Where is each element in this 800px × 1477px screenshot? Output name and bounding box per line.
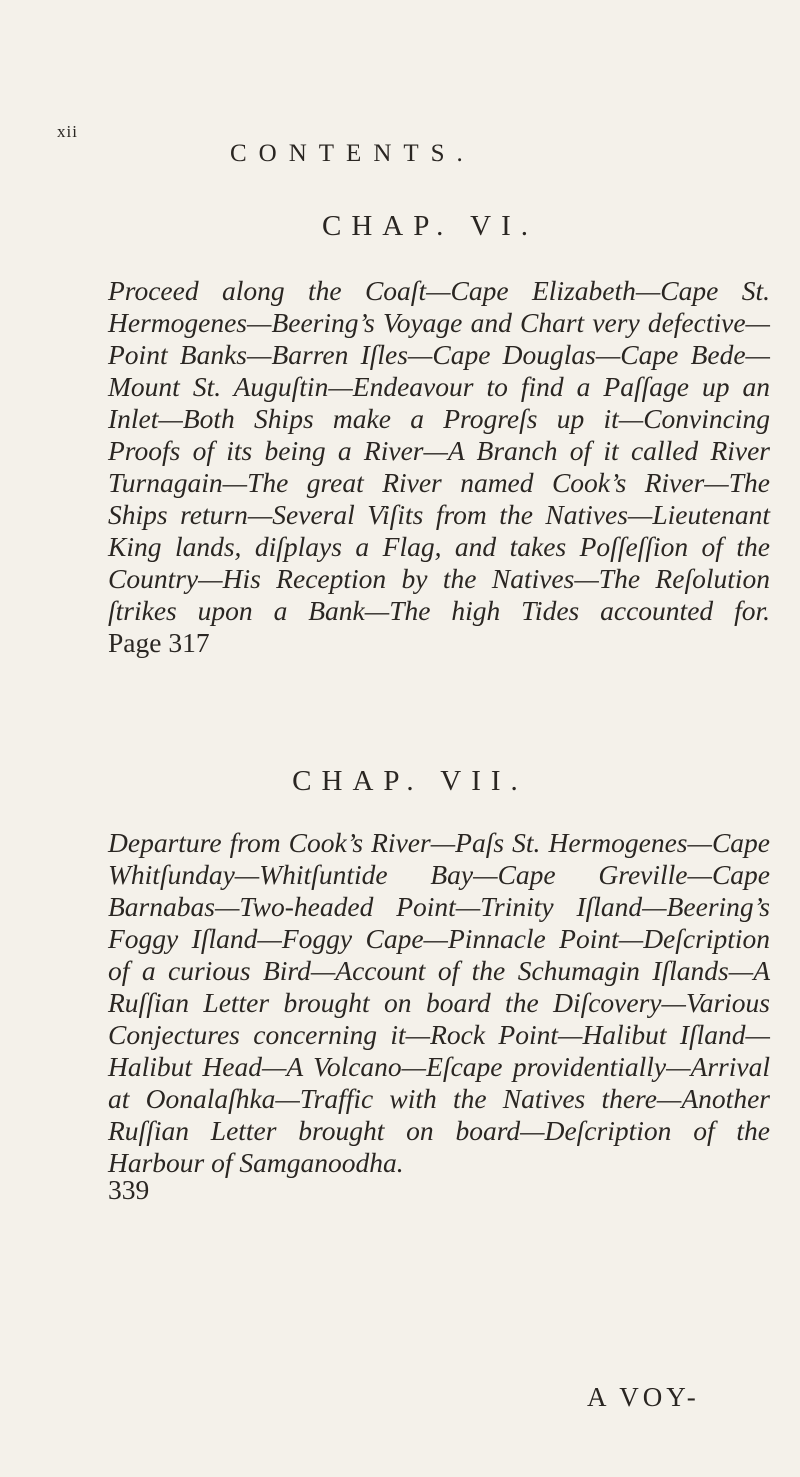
- chapter-summary: [108, 275, 770, 659]
- page-number: xii: [57, 122, 78, 141]
- chapter-heading: CHAP. VI.: [322, 210, 538, 242]
- summary-text: Proceed along the Coaſt—Cape Elizabeth—Cape St. Hermogenes—Beering’s Voyage and Chart very defective—Point Banks—Barren Iſles—Cape Douglas—Cape Bede—Mount St. Auguſtin—Endeavour to find a Paſſage up an Inlet—Both Ships make a Progreſs up it—Convincing Proofs of its being a River—A Branch of it called River Turnagain—The great River named Cook’s River—The Ships return—Several Viſits from the Natives—Lieutenant King lands, diſplays a Flag, and takes Poſſeſſion of the Country—His Reception by the Natives—The Reſolution ſtrikes upon a Bank—The high Tides accounted for.: [108, 275, 770, 626]
- page-reference: 339: [108, 1174, 150, 1205]
- chapter-summary: [108, 827, 770, 1205]
- chapter-heading: CHAP. VII.: [292, 765, 528, 797]
- summary-text: Departure from Cook’s River—Paſs St. Hermogenes—Cape Whitſunday—Whitſuntide Bay—Cape Greville—Cape Barnabas—Two-headed Point—Trinity Iſland—Beering’s Foggy Iſland—Foggy Cape—Pinnacle Point—Deſcription of a curious Bird—Account of the Schumagin Iſlands—A Ruſſian Letter brought on board the Diſcovery—Various Conjectures concerning it—Rock Point—Halibut Iſland—Halibut Head—A Volcano—Eſcape providentially—Arrival at Oonalaſhka—Traffic with the Natives there—Another Ruſſian Letter brought on board—Deſcription of the Harbour of Samganoodha.: [108, 827, 770, 1178]
- running-head: CONTENTS.: [230, 140, 475, 167]
- page-reference: Page 317: [108, 627, 210, 658]
- catchword: A VOY-: [587, 1382, 700, 1412]
